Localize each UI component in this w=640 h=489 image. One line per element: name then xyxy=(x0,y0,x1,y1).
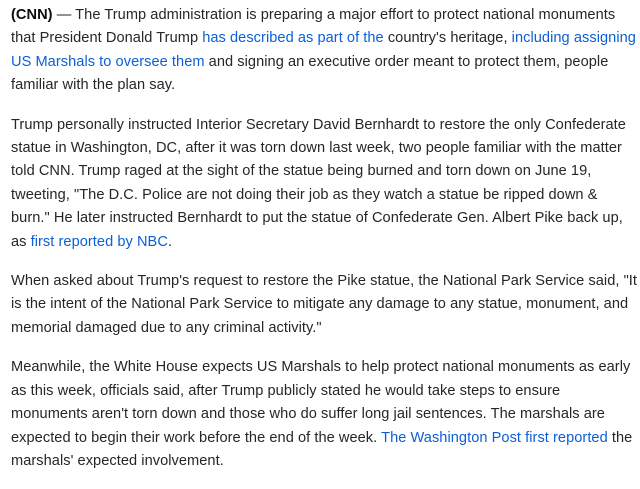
paragraph-2 xyxy=(11,114,639,254)
link-us-marshals[interactable]: including assigning US Marshals to oversee them xyxy=(11,30,636,70)
paragraph-text: country's heritage, xyxy=(383,30,512,47)
paragraph-4 xyxy=(11,356,639,473)
paragraph-1 xyxy=(11,4,639,98)
paragraph-text: When asked about Trump's request to restore the Pike statue, the National Park Service said, "It is the intent of the National Park Service to mitigate any damage to any statue, monument, and memorial damaged due to any criminal activity." xyxy=(11,273,638,336)
paragraph-text: Meanwhile, the White House expects US Marshals to help protect national monuments as early as this week, officials said, after Trump publicly stated he would take steps to ensure monuments aren't torn down and those who do suffer long jail sentences. The marshals are expected to begin their work before the end of the week. xyxy=(11,359,631,446)
paragraph-text: . xyxy=(167,233,173,250)
link-washington-post[interactable]: The Washington Post first reported xyxy=(381,429,608,446)
article-body xyxy=(11,4,639,489)
link-nbc-report[interactable]: first reported by NBC xyxy=(30,233,168,250)
paragraph-text: — The Trump administration is preparing a major effort to protect national monuments that President Donald Trump xyxy=(11,7,616,47)
byline: (CNN) xyxy=(11,7,53,23)
paragraph-3 xyxy=(11,270,639,340)
paragraph-text: the marshals' expected involvement. xyxy=(11,429,633,469)
link-described-heritage[interactable]: has described as part of the xyxy=(202,30,384,47)
paragraph-text: Trump personally instructed Interior Secretary David Bernhardt to restore the only Confederate statue in Washington, DC, after it was torn down last week, two people familiar with the matter told CNN. Trump raged at the sight of the statue being burned and torn down on June 19, tweeting, "The D.C. Police are not doing their job as they watch a statue be ripped down & burn." He later instructed Bernhardt to put the statue of Confederate Gen. Albert Pike back up, as xyxy=(11,116,626,250)
paragraph-text: and signing an executive order meant to protect them, people familiar with the plan say. xyxy=(11,53,609,94)
